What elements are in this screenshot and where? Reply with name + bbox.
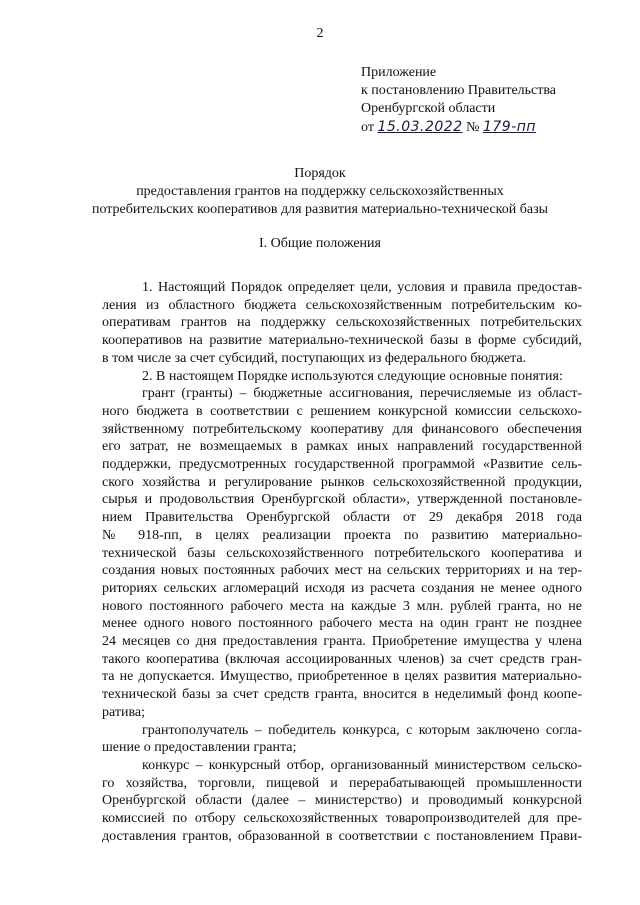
body-text [102,279,582,846]
body-line: менее одного нового постоянного рабочего места на один грант не позднее [102,616,582,632]
body-line: ратива; [102,704,145,720]
appendix-date-line [361,118,556,137]
body-line: оперативам грантов на поддержку сельскохозяйственных потребительских [102,315,582,331]
title-line-3: потребительских кооперативов для развития материально-технической базы [91,202,549,217]
appendix-line-3: Оренбургской области [361,101,496,116]
body-line: кооперативов на развитие материально-технической базы в форме субсидий, [102,333,582,349]
body-line: нием Правительства Оренбургской области от 29 декабря 2018 года [102,510,582,526]
body-line: шение о предоставлении гранта; [102,740,297,756]
body-line: поддержки, предусмотренных государственной программой «Развитие сель- [102,457,582,473]
handwritten-date: 15.03.2022 [377,119,463,135]
body-line: та не допускается. Имущество, приобретенное в целях развития материально- [102,669,582,685]
body-line: в том числе за счет субсидий, поступающих из федерального бюджета. [102,350,527,366]
body-line: 24 месяцев со дня предоставления гранта. Приобретение имущества у члена [102,634,582,650]
title-line-1: Порядок [294,166,346,181]
title-line-2: предоставления грантов на поддержку сельскохозяйственных [136,184,504,199]
body-line: ского хозяйства и регулирование рынков сельскохозяйственной продукции, [102,474,582,490]
body-line: доставления грантов, образованной в соответствии с постановлением Прави- [102,828,582,844]
body-line: № 918-пп, в целях реализации проекта по развитию материально- [102,527,582,543]
body-line: грант (гранты) – бюджетные ассигнования, перечисляемые из област- [142,386,582,402]
body-line: ного бюджета в соответствии с решением конкурсной комиссии сельскохо- [102,403,582,419]
body-line: комиссией по отбору сельскохозяйственных товаропроизводителей для пре- [102,811,582,827]
body-line: го хозяйства, торговли, пищевой и перерабатывающей промышленности [102,775,582,791]
body-line: 2. В настоящем Порядке используются следующие основные понятия: [142,368,563,384]
body-line: конкурс – конкурсный отбор, организованный министерством сельско- [142,757,582,773]
page-number: 2 [316,26,324,41]
body-line: нового постоянного рабочего места на каждые 3 млн. рублей гранта, но не [102,598,582,614]
body-line: такого кооператива (включая ассоциированных членов) за счет средств гран- [102,651,582,667]
appendix-line-1: Приложение [361,65,437,80]
body-line: грантополучатель – победитель конкурса, с которым заключено согла- [142,722,582,738]
body-line: 1. Настоящий Порядок определяет цели, условия и правила предостав- [142,280,582,295]
body-line: ления из областного бюджета сельскохозяйственным потребительским ко- [102,297,582,313]
body-line: Оренбургской области (далее – министерство) и проводимый конкурсной [102,793,582,809]
body-line: зяйственному потребительскому кооперативу для финансового обеспечения [102,421,582,437]
body-line: его затрат, не возмещаемых в рамках иных направлений государственной [102,439,582,455]
body-line: технической базы сельскохозяйственного потребительского кооператива и [102,545,582,561]
body-line: риториях сельских агломераций исходя из расчета создания не менее одного [102,580,582,596]
section-heading: I. Общие положения [259,236,381,251]
body-line: технической базы за счет средств гранта, вносится в неделимый фонд коопе- [102,687,582,703]
body-line: сырья и продовольствия Оренбургской области», утвержденной постановле- [102,492,582,508]
handwritten-number: 179-пп [482,119,537,135]
appendix-block [361,64,556,137]
appendix-from-prefix: от [361,120,374,135]
number-sign: № [466,120,480,135]
document-title [0,165,640,219]
appendix-line-2: к постановлению Правительства [361,83,557,98]
body-line: создания новых постоянных рабочих мест на сельских территориях и на тер- [102,563,582,579]
